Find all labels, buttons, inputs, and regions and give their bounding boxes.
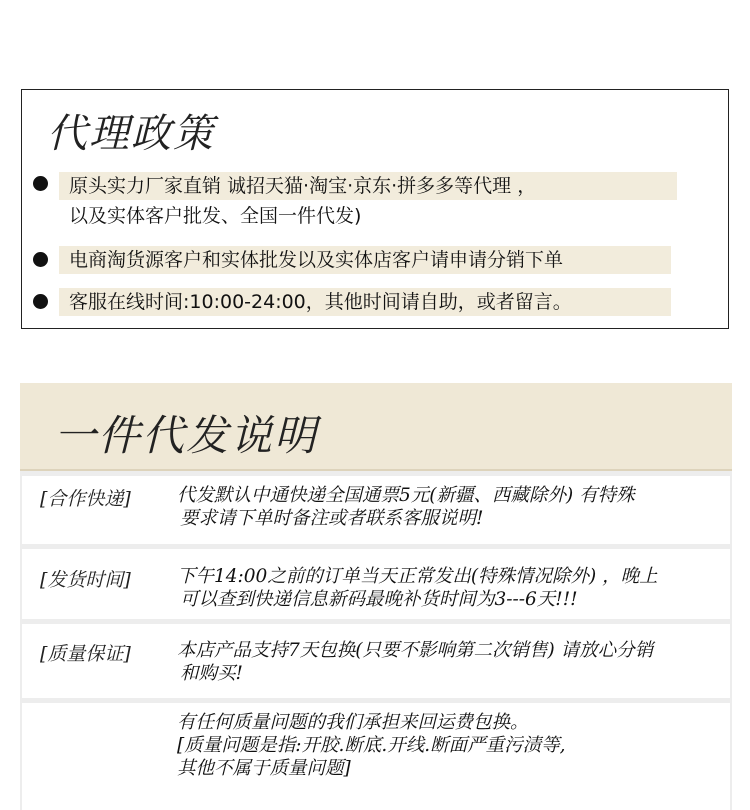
row-text-line1: 下午14:00之前的订单当天正常发出(特殊情况除外) ，晚上 (177, 566, 658, 587)
dropship-title: 一件代发说明 (54, 411, 319, 460)
policy-item-1-line2: 以及实体客户批发、全国一件代发) (69, 205, 362, 227)
row-text-line2: [质量问题是指:开胶.断底.开线.断面严重污渍等, (177, 735, 566, 756)
row-text-line2: 可以查到快递信息新码最晚补货时间为3---6天!!! (180, 589, 578, 610)
info-row-quality (22, 624, 730, 698)
policy-item-2: 电商淘货源客户和实体批发以及实体店客户请申请分销下单 (59, 246, 671, 274)
policy-item-1-line1: 原头实力厂家直销 诚招天猫·淘宝·京东·拼多多等代理 ， (59, 172, 677, 200)
bullet-icon (33, 176, 48, 191)
row-text-line1: 本店产品支持7天包换(只要不影响第二次销售) 请放心分销 (177, 640, 654, 661)
row-text-line2: 和购买! (180, 663, 243, 684)
info-row-courier (22, 476, 730, 544)
policy-item-3: 客服在线时间:10:00-24:00，其他时间请自助，或者留言。 (59, 288, 671, 316)
row-text-line3: 其他不属于质量问题] (177, 758, 351, 779)
dropship-header (20, 383, 732, 471)
bullet-icon (33, 294, 48, 309)
row-text-line2: 要求请下单时备注或者联系客服说明! (180, 508, 484, 529)
row-label: [合作快递] (40, 488, 131, 510)
agency-policy-panel (21, 89, 729, 329)
row-text-line1: 代发默认中通快递全国通票5元(新疆、西藏除外) 有特殊 (177, 485, 635, 506)
bullet-icon (33, 252, 48, 267)
policy-title: 代理政策 (47, 111, 215, 157)
info-row-ship-time (22, 549, 730, 619)
row-text-line1: 有任何质量问题的我们承担来回运费包换。 (177, 712, 529, 733)
row-label: [发货时间] (40, 569, 131, 591)
row-label: [质量保证] (40, 643, 131, 665)
dropship-info-panel (20, 383, 732, 810)
info-row-quality-note (22, 703, 730, 810)
